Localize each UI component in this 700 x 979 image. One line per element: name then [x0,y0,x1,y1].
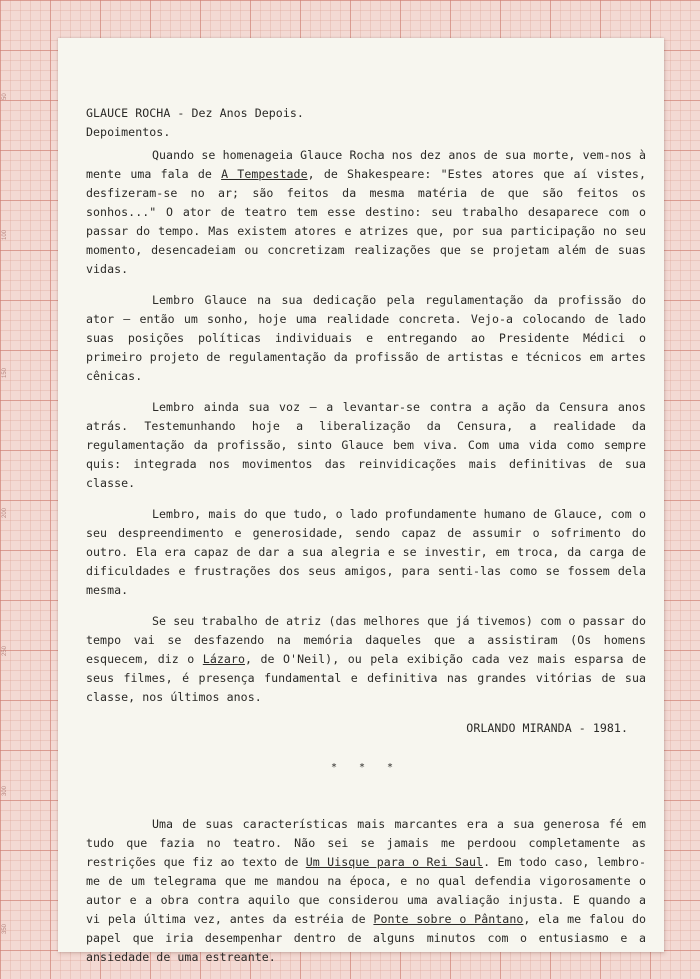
ruler-mark: 250 [2,645,8,656]
ruler-mark: 200 [2,507,8,518]
paragraph-text: Uma de suas características mais marcantes era a sua generosa fé em tudo que fazia no teatro. Não sei se jamais me perdoou completamente as restrições que fiz ao texto de [86,817,646,869]
paragraph-text: Se seu trabalho de atriz (das melhores que já tivemos) com o passar do tempo vai se desfazendo na memória daqueles que a assistiram (Os homens esquecem, diz o [86,614,646,666]
paragraph-text: , de O'Neil), ou pela exibição cada vez mais esparsa de seus filmes, é presença fundamental e definitiva nas grandes vitórias de sua classe, nos últimos anos. [86,652,646,704]
ruler-mark: 150 [2,367,8,378]
paragraph-text: Quando se homenageia Glauce Rocha nos dez anos de sua morte, vem-nos à mente uma fala de [86,148,646,181]
ruler-mark: 100 [2,229,8,240]
work-title: Ponte sobre o Pântano [373,912,524,926]
paragraph: Lembro ainda sua voz — a levantar-se contra a ação da Censura anos atrás. Testemunhando hoje a liberalização da Censura, a realidade da regulamentação da profissão, sinto Glauce bem viva. Com uma vida como sempre quis: integrada nos movimentos das reinvidicações mais definitivas de sua classe. [86,400,646,490]
paragraph-text: , ela me falou do papel que iria desempenhar dentro de alguns minutos com o entusiasmo e a ansiedade de uma estreante. [86,912,647,964]
document-title: GLAUCE ROCHA - Dez Anos Depois. [86,106,304,120]
work-title: Um Uisque para o Rei Saul [305,855,484,869]
ruler-mark: 350 [2,923,8,934]
paragraph [86,612,646,707]
paragraph-text: , de Shakespeare: "Estes atores que aí vistes, desfizeram-se no ar; são feitos da mesma matéria de que são feitos os sonhos..." O ator de teatro tem esse destino: seu trabalho desaparece com o passar do tempo. Mas existem atores e atrizes que, por sua participação no seu momento, desencadeiam ou concretizam realizações que se projetam além de suas vidas. [86,167,646,276]
signature: ORLANDO MIRANDA - 1981. [466,721,628,735]
paragraph-text: . Em todo caso, lembro-me de um telegrama que me mandou na época, e no qual defendia vigorosamente o autor e a obra contra aquilo que considerou uma avaliação injusta. E quando a vi pela última vez, antes da estréia de [86,855,646,926]
paragraph: Lembro Glauce na sua dedicação pela regulamentação da profissão do ator — então um sonho, hoje uma realidade concreta. Vejo-a colocando de lado suas posições políticas individuais e entregando ao Presidente Médici o primeiro projeto de regulamentação da profissão de artistas e técnicos em artes cênicas. [86,293,646,383]
ruler-mark: 300 [2,785,8,796]
paragraph: Lembro, mais do que tudo, o lado profundamente humano de Glauce, com o seu despreendimento e generosidade, sendo capaz de assumir o sofrimento do outro. Ela era capaz de dar a sua alegria e se investir, em troca, da carga de dificuldades e frustrações dos seus amigos, para senti-las como se fossem dela mesma. [86,507,646,597]
closing-paragraph [86,815,646,967]
document-body [86,104,646,979]
work-title: A Tempestade [221,167,308,181]
work-title: Lázaro [202,652,245,666]
ruler-mark: 50 [2,93,8,100]
paragraph [86,146,646,279]
section-separator: * * * [330,762,402,773]
document-subtitle: Depoimentos. [86,125,171,139]
